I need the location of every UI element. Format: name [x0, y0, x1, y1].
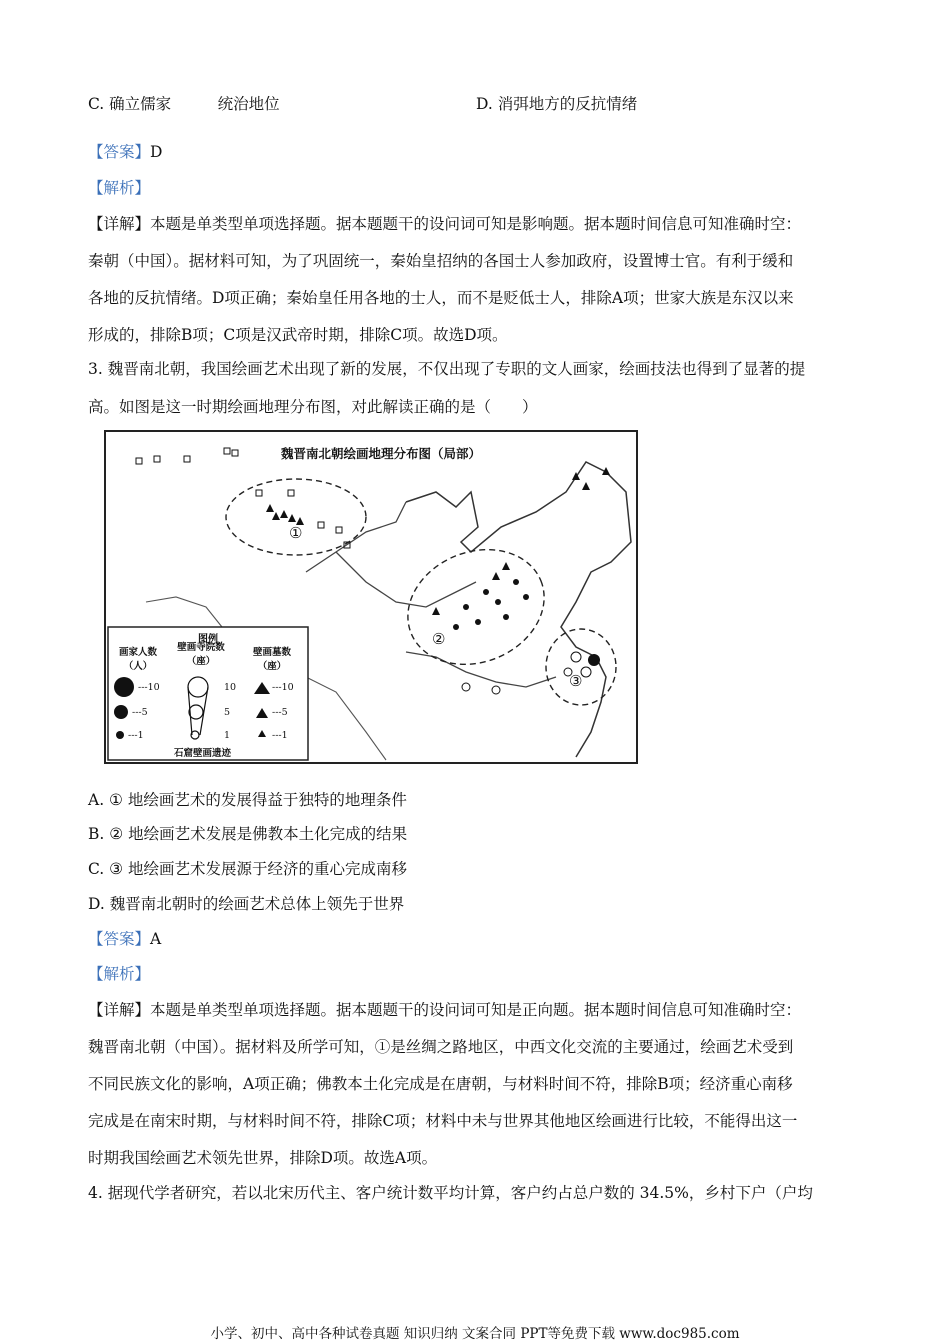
q2-analysis-tag: 【解析】 — [88, 179, 151, 197]
coastline — [406, 462, 631, 757]
legend-col1-label: 画家人数 — [118, 647, 157, 658]
legend-c3-5: ---5 — [272, 707, 288, 718]
q3-option-d: D. 魏晋南北朝时的绘画艺术总体上领先于世界 — [88, 895, 405, 913]
region-1-squares — [136, 448, 350, 548]
legend-c2-10: 10 — [224, 682, 237, 693]
legend-col1 — [112, 644, 164, 672]
detail-tag: 【详解】 — [88, 1001, 151, 1019]
q3-option-a: A. ① 地绘画艺术的发展得益于独特的地理条件 — [88, 791, 407, 809]
legend-col3-label: 壁画墓数 — [252, 647, 291, 658]
region-3-ellipse — [546, 629, 616, 705]
region-1-symbols — [266, 504, 304, 525]
q2-option-d: D. 消弭地方的反抗情绪 — [476, 95, 638, 113]
answer-value: A — [150, 930, 162, 948]
q3-analysis-tag: 【解析】 — [88, 965, 151, 983]
q3-detail-line-4: 时期我国绘画艺术领先世界，排除D项。故选A项。 — [88, 1149, 438, 1167]
q2-detail-line-0 — [88, 213, 801, 235]
river-yangtze — [406, 652, 556, 687]
q3-stem-line-0: 3. 魏晋南北朝，我国绘画艺术出现了新的发展，不仅出现了专职的文人画家，绘画技法也得到了显著的提 — [88, 360, 806, 378]
legend-col2-unit: （座） — [186, 656, 216, 667]
region-label-2: ② — [432, 630, 446, 648]
legend-c1-5: ---5 — [132, 707, 148, 718]
q3-detail-line-3: 完成是在南宋时期，与材料时间不符，排除C项；材料中未与世界其他地区绘画进行比较，不能得出这一 — [88, 1112, 798, 1130]
answer-value: D — [150, 143, 163, 161]
q3-detail-line-1: 魏晋南北朝（中国）。据材料及所学可知，①是丝绸之路地区，中西文化交流的主要通过，绘画艺术受到 — [88, 1038, 794, 1056]
river-yellow — [306, 502, 476, 607]
legend-col2 — [170, 639, 232, 667]
map-svg — [106, 432, 636, 762]
detail-text: 本题是单类型单项选择题。据本题题干的设问词可知是影响题。据本题时间信息可知准确时空： — [150, 215, 802, 233]
q2-detail-line-2: 各地的反抗情绪。D项正确；秦始皇任用各地的士人，而不是贬低士人，排除A项；世家大族是东汉以来 — [88, 289, 794, 307]
q3-detail-line-2: 不同民族文化的影响，A项正确；佛教本土化完成是在唐朝，与材料时间不符，排除B项；经济重心南移 — [88, 1075, 793, 1093]
legend-c2-1: 1 — [224, 730, 231, 741]
legend-c3-1: ---1 — [272, 730, 288, 741]
q2-detail-line-1: 秦朝（中国）。据材料可知，为了巩固统一，秦始皇招纳的各国士人参加政府，设置博士官。有利于缓和 — [88, 252, 794, 270]
legend-heading: 图例 — [198, 634, 218, 645]
region-2-symbols — [432, 467, 610, 630]
q3-option-c: C. ③ 地绘画艺术发展源于经济的重心完成南移 — [88, 860, 407, 878]
legend-c1-10: ---10 — [138, 682, 160, 693]
region-label-1: ① — [289, 524, 303, 542]
legend-col1-unit: （人） — [123, 661, 153, 672]
q3-answer — [88, 928, 161, 950]
legend-c1-1: ---1 — [128, 730, 144, 741]
q3-detail-line-0 — [88, 999, 801, 1021]
answer-tag: 【答案】 — [88, 143, 151, 161]
legend-col3-unit: （座） — [257, 661, 287, 672]
q3-stem-line-1: 高。如图是这一时期绘画地理分布图，对此解读正确的是（ ） — [88, 398, 538, 416]
page-footer[interactable]: 小学、初中、高中各种试卷真题 知识归纳 文案合同 PPT等免费下载 www.doc985.com — [210, 1326, 740, 1342]
detail-text: 本题是单类型单项选择题。据本题题干的设问词可知是正向题。据本题时间信息可知准确时空： — [150, 1001, 802, 1019]
region-1-ellipse — [226, 479, 366, 555]
legend-col2-label: 壁画寺院数 — [177, 642, 225, 653]
region-label-3: ③ — [569, 672, 583, 690]
region-2-ellipse — [390, 530, 561, 684]
q2-detail-line-3: 形成的，排除B项；C项是汉武帝时期，排除C项。故选D项。 — [88, 326, 508, 344]
map-title: 魏晋南北朝绘画地理分布图（局部） — [281, 446, 482, 461]
legend-footer: 石窟壁画遗迹 — [174, 748, 232, 759]
painting-distribution-map — [104, 430, 638, 764]
q2-option-c: C. 确立儒家 统治地位 — [88, 95, 280, 113]
legend-c2-5: 5 — [224, 707, 231, 718]
legend-c3-10: ---10 — [272, 682, 294, 693]
q3-option-b: B. ② 地绘画艺术发展是佛教本土化完成的结果 — [88, 825, 408, 843]
answer-tag: 【答案】 — [88, 930, 151, 948]
detail-tag: 【详解】 — [88, 215, 151, 233]
q2-answer — [88, 141, 162, 163]
q4-stem: 4. 据现代学者研究，若以北宋历代主、客户统计数平均计算，客户约占总户数的 34.5%，乡村下户（户均 — [88, 1184, 813, 1202]
legend-col3 — [242, 644, 302, 672]
